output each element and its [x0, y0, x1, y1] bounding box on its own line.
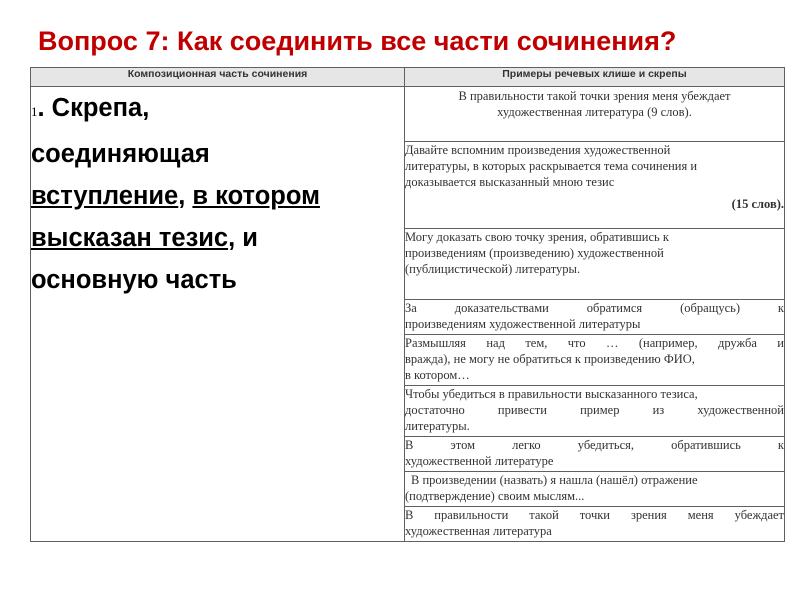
- example-cell-6: Чтобы убедиться в правильности высказанного тезиса, достаточно привести пример из художественной литературы.: [405, 386, 785, 437]
- header-examples: Примеры речевых клише и скрепы: [405, 68, 785, 87]
- composition-part-text: 1. Скрепа, соединяющая вступление, в котором высказан тезис, и основную часть: [31, 94, 320, 294]
- underlined-thesis: высказан тезис: [31, 224, 229, 252]
- example-cell-1: В правильности такой точки зрения меня убеждает художественная литература (9 слов).: [405, 87, 785, 142]
- example-cell-9: В правильности такой точки зрения меня убеждает художественная литература: [405, 507, 785, 542]
- example-cell-4: За доказательствами обратимся (обращусь) к произведениям художественной литературы: [405, 300, 785, 335]
- example-cell-8: В произведении (назвать) я нашла (нашёл) отражение (подтверждение) своим мыслям...: [405, 472, 785, 507]
- header-composition-part: Композиционная часть сочинения: [31, 68, 405, 87]
- table-header-row: [31, 68, 785, 87]
- item-number: 1: [31, 104, 38, 119]
- example-cell-2: Давайте вспомним произведения художественной литературы, в которых раскрывается тема сочинения и доказывается высказанный мною тезис (15 слов).: [405, 142, 785, 229]
- example-cell-3: Могу доказать свою точку зрения, обратившись к произведениям (произведению) художественной (публицистической) литературы.: [405, 229, 785, 300]
- underlined-which: в котором: [192, 182, 320, 210]
- composition-part-cell: [31, 87, 405, 542]
- example-cell-5: Размышляя над тем, что … (например, дружба и вражда), не могу не обратиться к произведению ФИО, в котором…: [405, 335, 785, 386]
- underlined-intro: вступление: [31, 182, 179, 210]
- example-cell-7: В этом легко убедиться, обратившись к художественной литературе: [405, 437, 785, 472]
- table-row: [31, 87, 785, 142]
- clause-table: [30, 67, 785, 542]
- slide-title: Вопрос 7: Как соединить все части сочинения?: [38, 26, 677, 56]
